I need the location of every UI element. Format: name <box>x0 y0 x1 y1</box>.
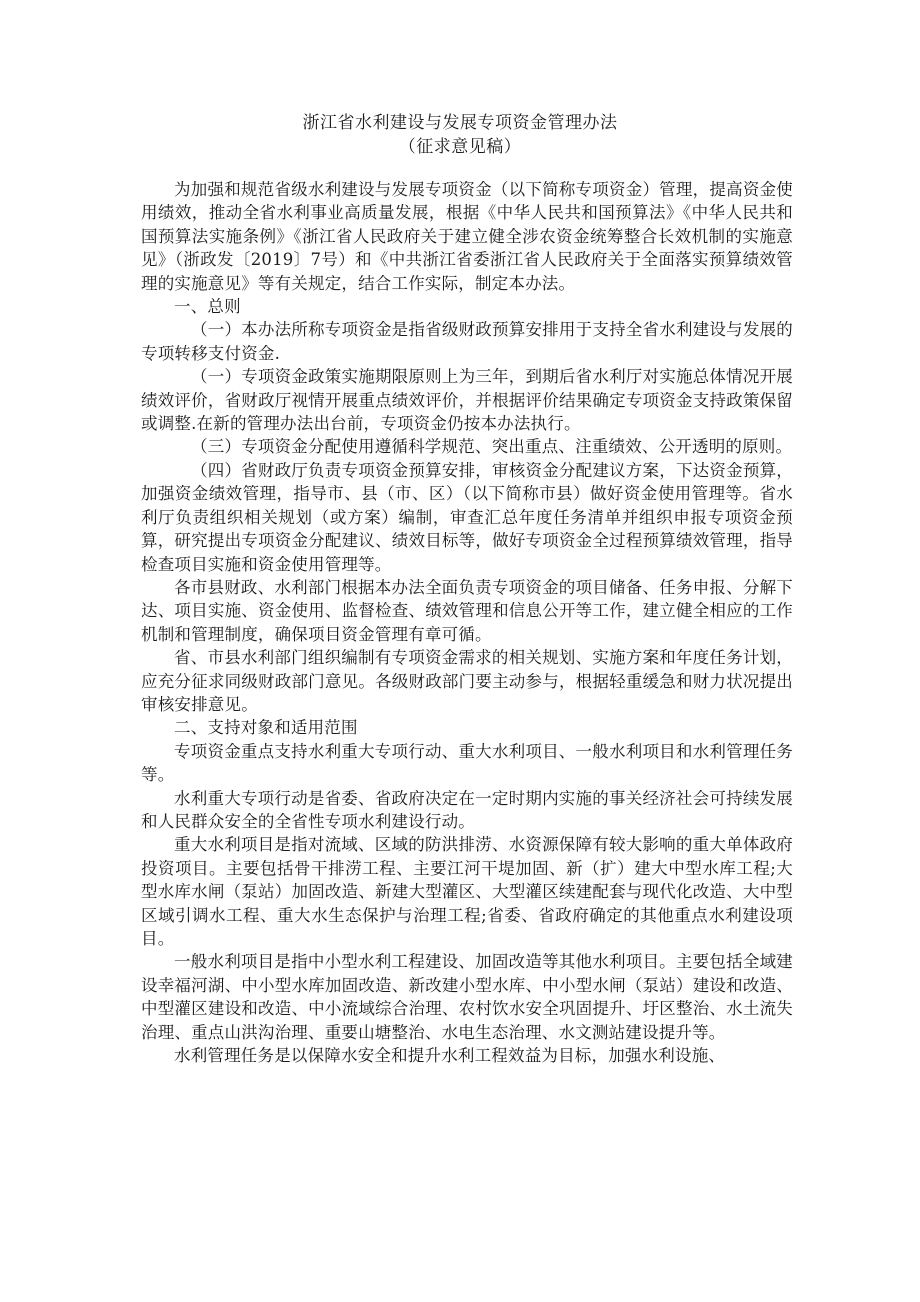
document-subtitle: （征求意见稿） <box>398 137 522 157</box>
paragraph: 重大水利项目是指对流域、区域的防洪排涝、水资源保障有较大影响的重大单体政府投资项目。主要包括骨干排涝工程、主要江河干堤加固、新（扩）建大中型水库工程;大型水库水闸（泵站）加固改造、新建大型灌区、大型灌区续建配套与现代化改造、大中型区域引调水工程、重大水生态保护与治理工程;省委、省政府确定的其他重点水利建设项目。 <box>141 835 793 948</box>
section-heading-general: 一、总则 <box>174 297 241 317</box>
paragraph: 水利重大专项行动是省委、省政府决定在一定时期内实施的事关经济社会可持续发展和人民群众安全的全省性专项水利建设行动。 <box>141 788 793 831</box>
paragraph: 省、市县水利部门组织编制有专项资金需求的相关规划、实施方案和年度任务计划，应充分征求同级财政部门意见。各级财政部门要主动参与，根据轻重缓急和财力状况提出审核安排意见。 <box>141 648 793 714</box>
document-body <box>141 178 793 1067</box>
document-title: 浙江省水利建设与发展专项资金管理办法 <box>302 113 618 133</box>
paragraph: 专项资金重点支持水利重大专项行动、重大水利项目、一般水利项目和水利管理任务等。 <box>141 741 793 785</box>
paragraph-clause: （四）省财政厅负责专项资金预算安排，审核资金分配建议方案，下达资金预算，加强资金绩效管理，指导市、县（市、区）（以下简称市县）做好资金使用管理等。省水利厅负责组织相关规划（或方案）编制，审查汇总年度任务清单并组织申报专项资金预算，研究提出专项资金分配建议、绩效目标等，做好专项资金全过程预算绩效管理，指导检查项目实施和资金使用管理等。 <box>141 460 793 574</box>
paragraph: 水利管理任务是以保障水安全和提升水利工程效益为目标，加强水利设施、 <box>174 1046 726 1066</box>
paragraph-clause: （三）专项资金分配使用遵循科学规范、突出重点、注重绩效、公开透明的原则。 <box>191 437 793 457</box>
paragraph-preamble: 为加强和规范省级水利建设与发展专项资金（以下简称专项资金）管理，提高资金使用绩效，推动全省水利事业高质量发展，根据《中华人民共和国预算法》《中华人民共和国预算法实施条例》《浙江省人民政府关于建立健全涉农资金统筹整合长效机制的实施意见》（浙政发〔2019〕7号）和《中共浙江省委浙江省人民政府关于全面落实预算绩效管理的实施意见》等有关规定，结合工作实际，制定本办法。 <box>141 180 793 293</box>
paragraph: 一般水利项目是指中小型水利工程建设、加固改造等其他水利项目。主要包括全域建设幸福河湖、中小型水库加固改造、新改建小型水库、中小型水闸（泵站）建设和改造、中型灌区建设和改造、中小流域综合治理、农村饮水安全巩固提升、圩区整治、水土流失治理、重点山洪沟治理、重要山塘整治、水电生态治理、水文测站建设提升等。 <box>141 952 793 1042</box>
paragraph: 各市县财政、水利部门根据本办法全面负责专项资金的项目储备、任务申报、分解下达、项目实施、资金使用、监督检查、绩效管理和信息公开等工作，建立健全相应的工作机制和管理制度，确保项目资金管理有章可循。 <box>141 577 793 644</box>
paragraph-clause: （一）专项资金政策实施期限原则上为三年，到期后省水利厅对实施总体情况开展绩效评价，省财政厅视情开展重点绩效评价，并根据评价结果确定专项资金支持政策保留或调整.在新的管理办法出台前，专项资金仍按本办法执行。 <box>141 367 793 434</box>
paragraph-clause: （一）本办法所称专项资金是指省级财政预算安排用于支持全省水利建设与发展的专项转移支付资金. <box>141 320 793 363</box>
section-heading-scope: 二、支持对象和适用范围 <box>174 718 358 738</box>
